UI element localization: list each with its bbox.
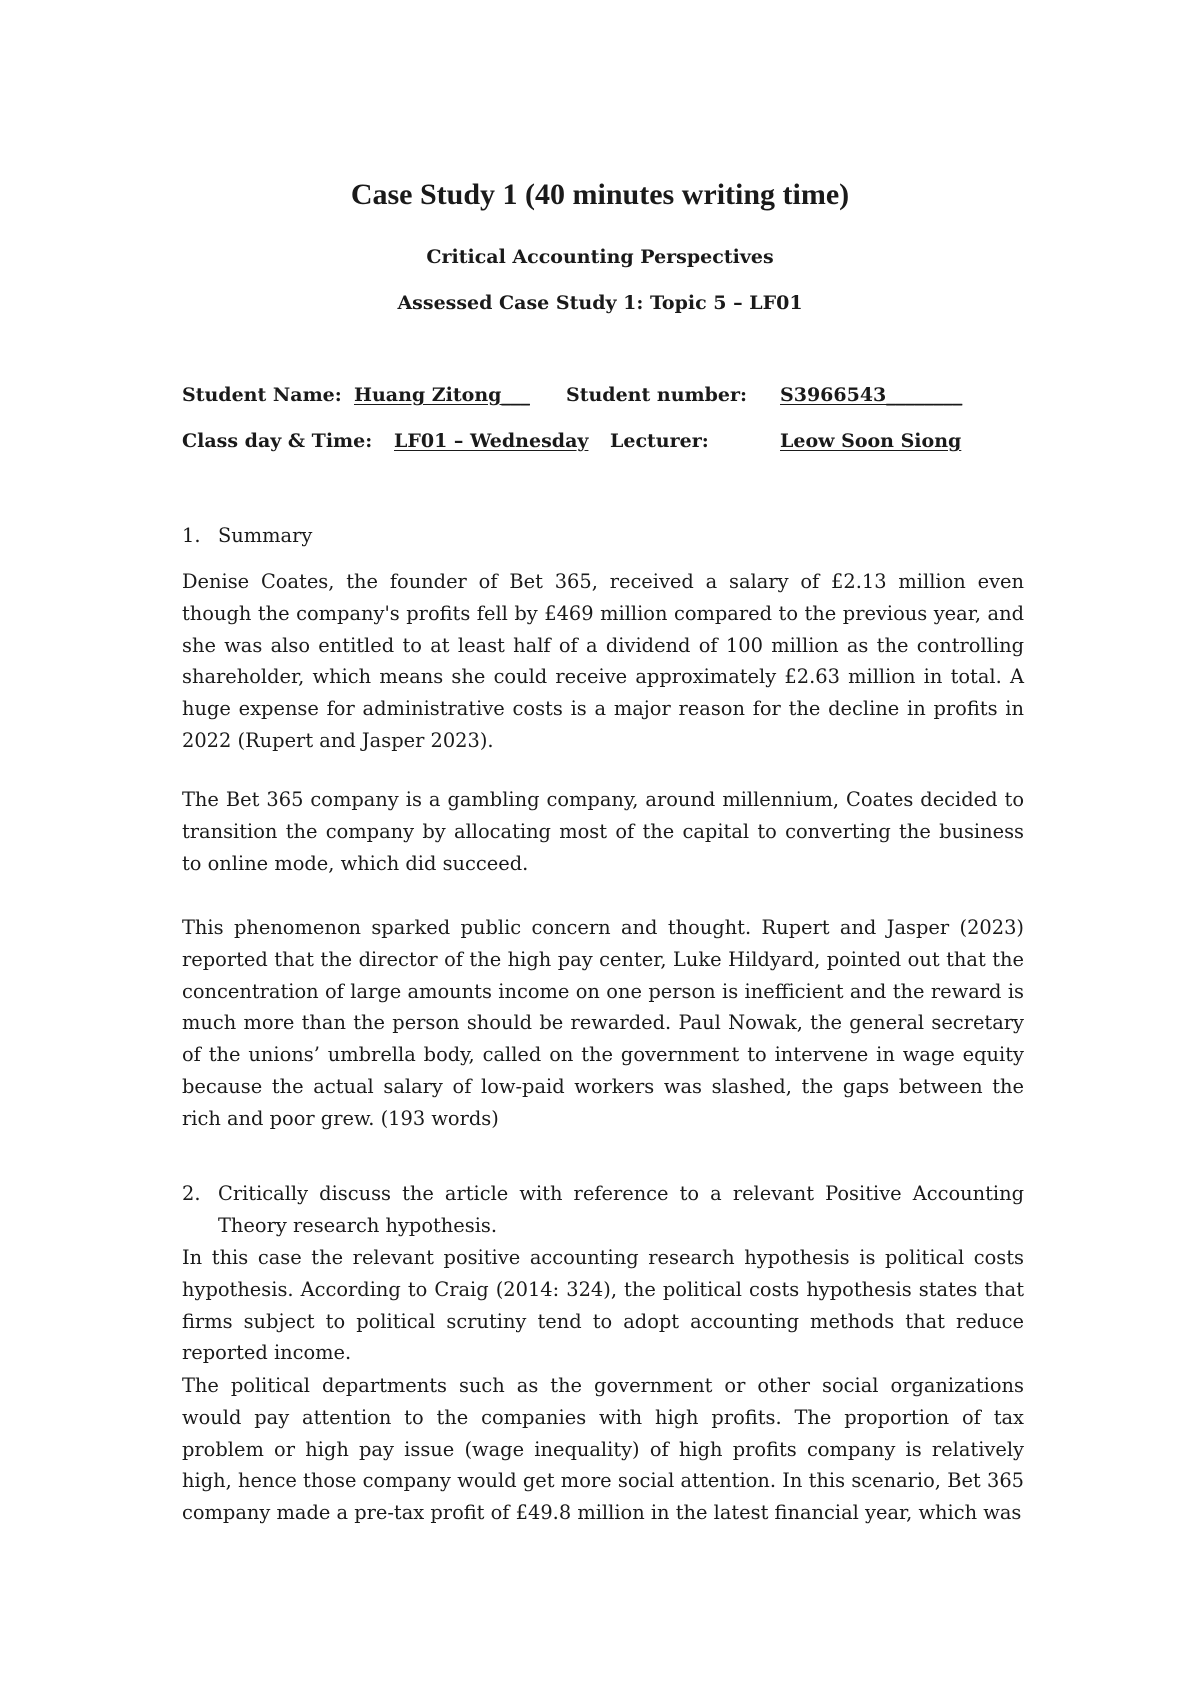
section-2-paragraph: The political departments such as the government or other social organizations would pay attention to the companies with high profits. The proportion of tax problem or high pay issue (wage inequality) of high profits company is relatively high, hence those company would get more social attention. In this scenario, Bet 365 company made a pre-tax profit of £49.8 million in the latest financial year, which was <box>182 1374 1024 1525</box>
lecturer-value: Leow Soon Siong <box>780 430 962 452</box>
class-value: LF01 – Wednesday <box>394 430 589 452</box>
lecturer-label: Lecturer: <box>610 430 709 452</box>
section-1-paragraph: The Bet 365 company is a gambling company, around millennium, Coates decided to transition the company by allocating most of the capital to converting the business to online mode, which did succeed. <box>182 788 1024 875</box>
section-2-title: Critically discuss the article with reference to a relevant Positive Accounting Theory research hypothesis. <box>218 1182 1024 1237</box>
section-2-number: 2. <box>182 1182 201 1205</box>
student-name-value: Huang Zitong___ <box>354 384 530 406</box>
section-1-paragraph: Denise Coates, the founder of Bet 365, received a salary of £2.13 million even though the company's profits fell by £469 million compared to the previous year, and she was also entitled to at least half of a dividend of 100 million as the controlling shareholder, which means she could receive approximately £2.63 million in total. A huge expense for administrative costs is a major reason for the decline in profits in 2022 (Rupert and Jasper 2023). <box>182 570 1024 752</box>
student-number-value: S3966543________ <box>780 384 963 406</box>
assessment-name: Assessed Case Study 1: Topic 5 – LF01 <box>397 292 803 314</box>
section-1-number: 1. <box>182 524 201 547</box>
student-name-label: Student Name: <box>182 384 342 406</box>
course-name: Critical Accounting Perspectives <box>426 246 774 268</box>
section-1-title: Summary <box>218 524 313 547</box>
class-label: Class day & Time: <box>182 430 373 452</box>
document-title: Case Study 1 (40 minutes writing time) <box>350 178 850 211</box>
section-2-paragraph: In this case the relevant positive accounting research hypothesis is political costs hypothesis. According to Craig (2014: 324), the political costs hypothesis states that firms subject to political scrutiny tend to adopt accounting methods that reduce reported income. <box>182 1246 1024 1365</box>
section-1-paragraph: This phenomenon sparked public concern and thought. Rupert and Jasper (2023) reported that the director of the high pay center, Luke Hildyard, pointed out that the concentration of large amounts income on one person is inefficient and the reward is much more than the person should be rewarded. Paul Nowak, the general secretary of the unions’ umbrella body, called on the government to intervene in wage equity because the actual salary of low-paid workers was slashed, the gaps between the rich and poor grew. (193 words) <box>182 916 1024 1130</box>
student-number-label: Student number: <box>566 384 748 406</box>
